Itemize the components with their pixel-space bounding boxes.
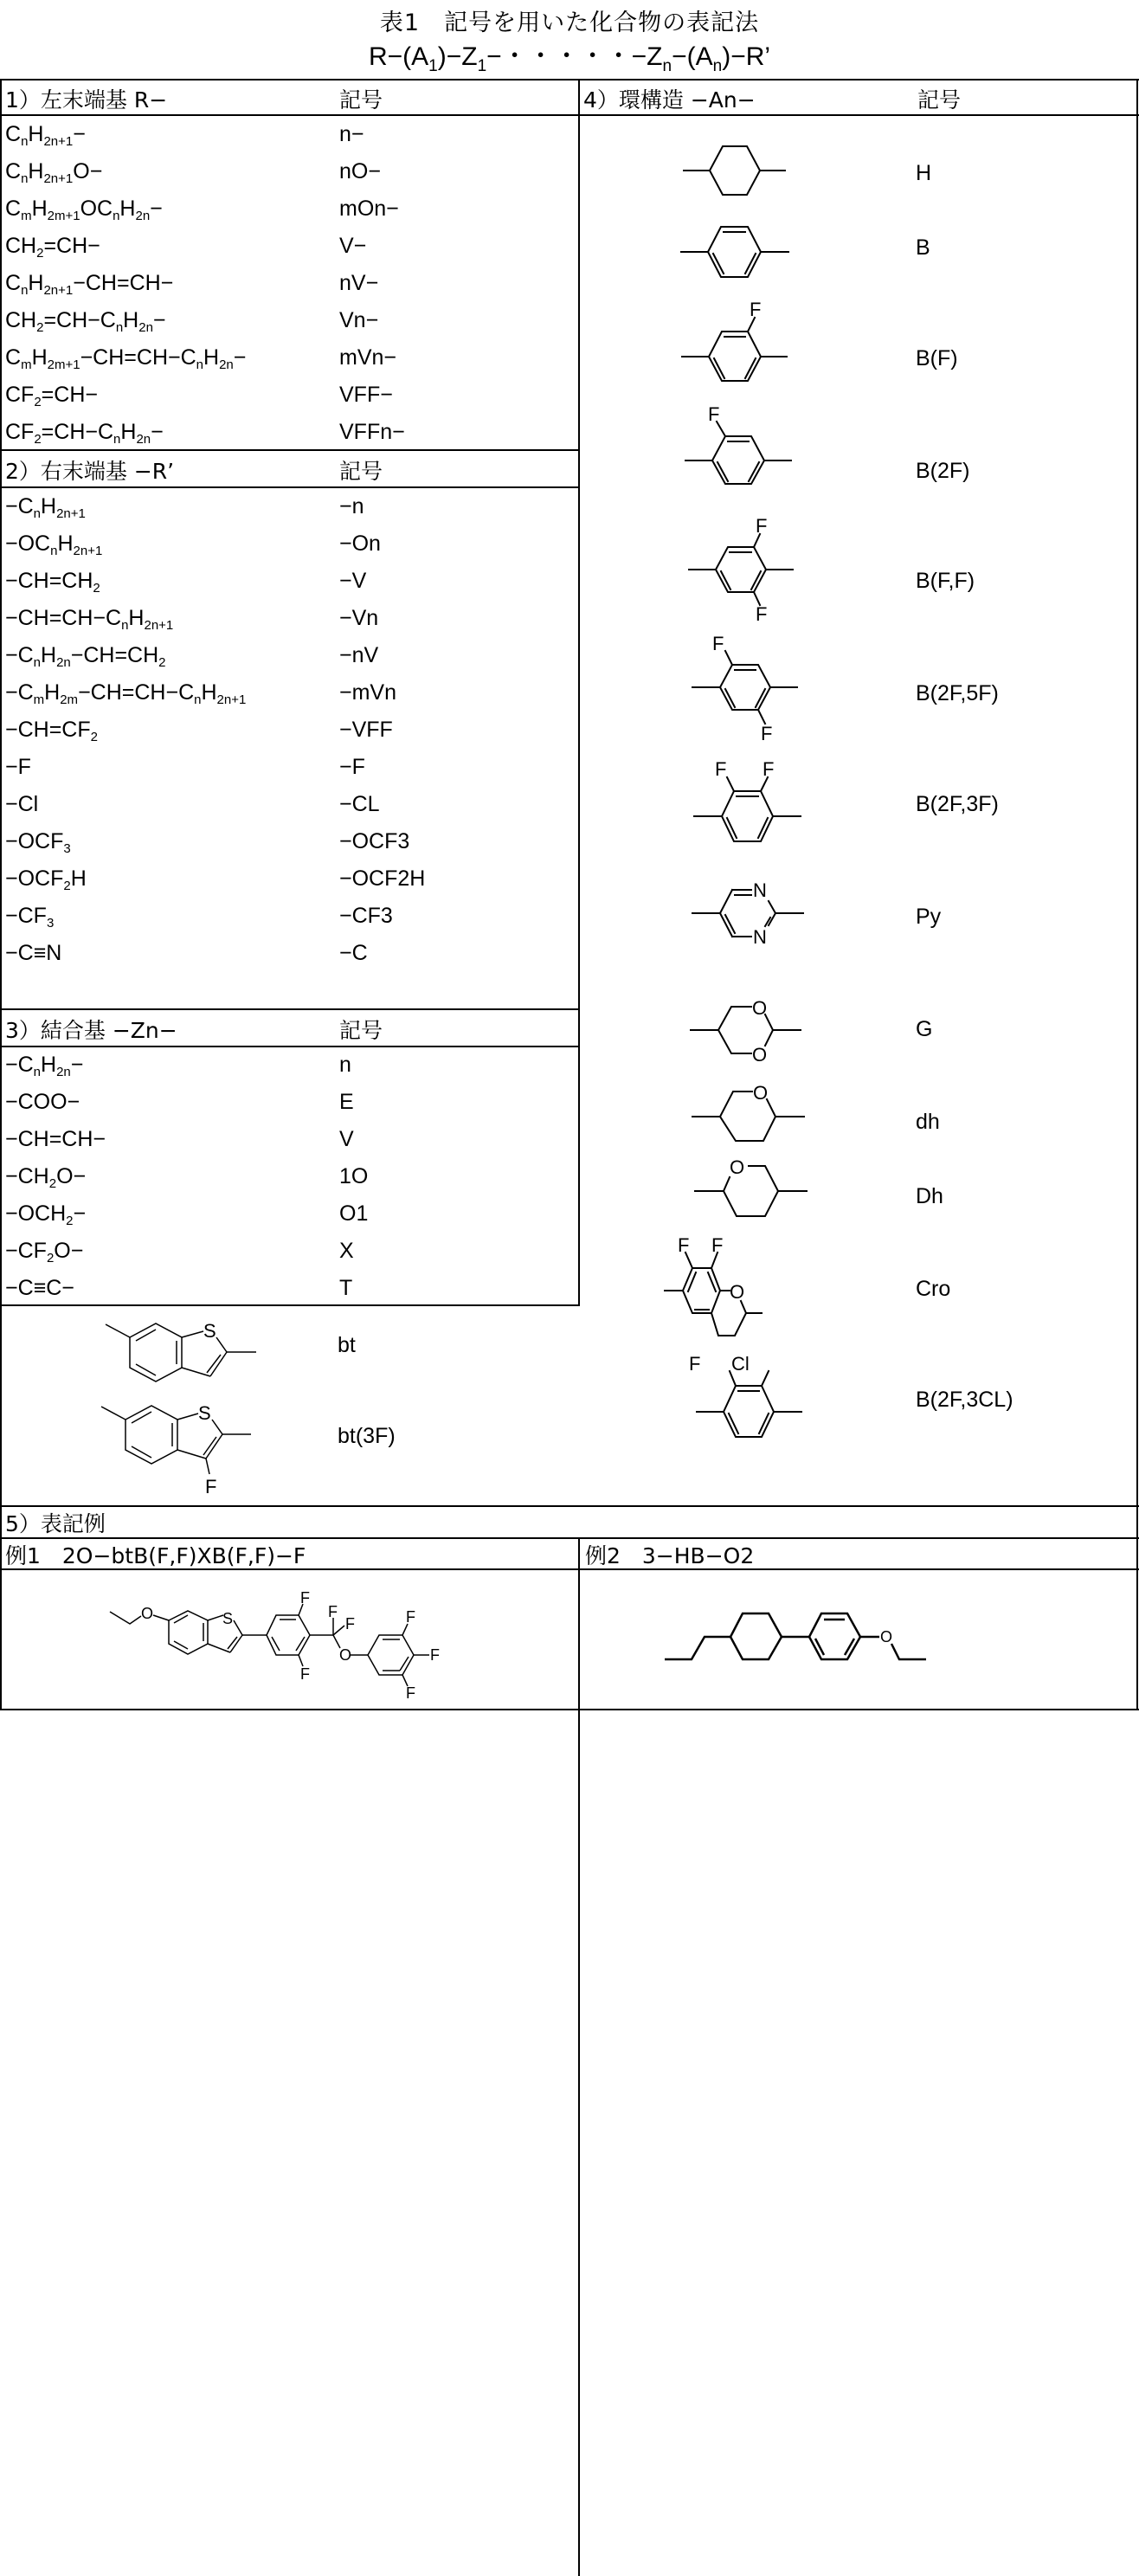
example-1-label: 例1 2O−btB(F,F)XB(F,F)−F <box>5 1543 306 1568</box>
atom-label-F: F <box>750 299 762 320</box>
symbol-cell: Vn− <box>339 308 379 332</box>
ring-symbol-Dh: Dh <box>916 1184 943 1208</box>
ring-symbol-dh: dh <box>916 1110 940 1134</box>
symbol-cell: −C <box>339 941 368 965</box>
ring-symbol-Py: Py <box>916 905 942 929</box>
ring-H-structure <box>684 146 785 195</box>
atom-label-F: F <box>763 758 775 780</box>
ring-dh-structure <box>692 1092 804 1141</box>
formula-cell: −C≡C− <box>5 1276 74 1300</box>
atom-label-F: F <box>712 633 724 654</box>
atom-label-O: O <box>730 1281 745 1303</box>
ring-symbol-Cro: Cro <box>916 1277 951 1301</box>
formula-cell: $-C_mH_{2m}-CH=CH-C_nH_{2n+1}$ <box>5 680 247 707</box>
symbol-cell: nO− <box>339 159 381 184</box>
example-1-structure <box>110 1604 429 1686</box>
formula-cell: −CH=CH− <box>5 1127 106 1151</box>
symbol-cell: mVn− <box>339 345 397 370</box>
symbol-column-header: 記号 <box>339 87 383 113</box>
symbol-cell: −V <box>339 569 367 593</box>
symbol-cell: E <box>339 1090 354 1114</box>
formula-cell: $-CH_2O-$ <box>5 1164 87 1191</box>
example-2-label: 例2 3−HB−O2 <box>585 1543 755 1568</box>
symbol-cell: T <box>339 1276 353 1300</box>
atom-label-F: F <box>406 1608 415 1626</box>
symbol-cell: nV− <box>339 271 379 295</box>
ring-symbol-H: H <box>916 161 932 185</box>
atom-label-F: F <box>715 758 727 780</box>
atom-label-O: O <box>141 1605 154 1622</box>
formula-cell: −COO− <box>5 1090 80 1114</box>
symbol-column-header: 記号 <box>339 1018 383 1043</box>
atom-label-N: N <box>753 879 767 901</box>
formula-cell: $CH_2=CH-$ <box>5 234 100 261</box>
formula-cell: −F <box>5 755 31 779</box>
symbol-cell: VFFn− <box>339 420 405 444</box>
ring-symbol-B-2F-5F: B(2F,5F) <box>916 681 999 705</box>
ring-Cro-structure <box>665 1253 762 1336</box>
general-formula: $R-(A_1)-Z_1-$・・・・・$-Z_n-(A_n)-R$’ <box>368 42 771 75</box>
atom-label-O: O <box>730 1156 745 1178</box>
symbol-cell: V− <box>339 234 367 258</box>
atom-label-F: F <box>300 1665 310 1683</box>
atom-label-F: F <box>756 515 768 537</box>
symbol-cell: −VFF <box>339 718 393 742</box>
ring-Py-structure <box>692 890 803 937</box>
formula-cell: $-OC_nH_{2n+1}$ <box>5 531 103 558</box>
formula-cell: $-C_nH_{2n+1}$ <box>5 494 86 521</box>
ring-B-F-F-structure <box>689 534 793 605</box>
formula-cell: $C_nH_{2n+1}-$ <box>5 122 86 149</box>
ring-B-2F-3F-structure <box>694 777 801 841</box>
formula-cell: $-C_nH_{2n}-CH=CH_2$ <box>5 643 166 670</box>
symbol-cell: X <box>339 1239 354 1263</box>
atom-label-F: F <box>708 403 720 425</box>
atom-label-F: F <box>205 1476 217 1497</box>
symbol-cell: VFF− <box>339 383 393 407</box>
section-notation-examples-header: 5）表記例 <box>5 1511 106 1536</box>
formula-cell: $CF_2=CH-$ <box>5 383 98 409</box>
atom-label-O: O <box>880 1628 893 1645</box>
formula-cell: $-OCH_2-$ <box>5 1201 87 1228</box>
formula-cell: $-OCF_3$ <box>5 829 71 856</box>
ring-B-F-structure <box>682 318 787 381</box>
ring-symbol-bt: bt <box>338 1333 356 1357</box>
symbol-cell: −CL <box>339 792 380 816</box>
formula-cell: $C_nH_{2n+1}O-$ <box>5 159 103 186</box>
symbol-cell: n <box>339 1053 351 1077</box>
ring-G-structure <box>691 1007 801 1053</box>
formula-cell: $-CF_3$ <box>5 904 55 931</box>
atom-label-O: O <box>753 1082 769 1104</box>
symbol-cell: −nV <box>339 643 379 667</box>
formula-cell: $-CH=CF_2$ <box>5 718 98 744</box>
formula-cell: $-CF_2O-$ <box>5 1239 84 1265</box>
atom-label-O: O <box>752 997 768 1019</box>
ring-bt-3F-structure <box>101 1406 251 1474</box>
atom-label-F: F <box>678 1234 690 1256</box>
symbol-cell: −mVn <box>339 680 397 705</box>
ring-symbol-bt-3F: bt(3F) <box>338 1424 396 1448</box>
table-title: 表1 記号を用いた化合物の表記法 <box>379 10 760 36</box>
ring-symbol-B-2F-3F: B(2F,3F) <box>916 792 999 816</box>
symbol-cell: 1O <box>339 1164 369 1188</box>
atom-label-F: F <box>345 1615 355 1633</box>
section-ring-structure-header: 4）環構造 −An− <box>583 87 756 113</box>
atom-label-F: F <box>300 1589 310 1607</box>
formula-cell: $CF_2=CH-C_nH_{2n}-$ <box>5 420 164 447</box>
ring-Dh-structure <box>695 1166 807 1216</box>
symbol-cell: O1 <box>339 1201 369 1226</box>
ring-B-structure <box>681 227 788 277</box>
formula-cell: −Cl <box>5 792 39 816</box>
symbol-column-header: 記号 <box>917 87 962 113</box>
atom-label-F: F <box>328 1603 338 1620</box>
atom-label-S: S <box>203 1320 216 1342</box>
formula-cell: $C_mH_{2m+1}OC_nH_{2n}-$ <box>5 196 163 223</box>
ring-symbol-B-2F-3CL: B(2F,3CL) <box>916 1388 1014 1412</box>
symbol-cell: −n <box>339 494 364 518</box>
formula-cell: $-C_nH_{2n}-$ <box>5 1053 84 1079</box>
ring-symbol-B: B <box>916 235 930 260</box>
symbol-cell: −CF3 <box>339 904 393 928</box>
atom-label-F: F <box>711 1234 724 1256</box>
ring-bt-structure <box>106 1323 256 1381</box>
atom-label-O: O <box>752 1044 768 1066</box>
ring-B-2F-3CL-structure <box>697 1371 801 1437</box>
atom-label-N: N <box>753 926 767 948</box>
atom-label-F: F <box>406 1684 415 1702</box>
symbol-cell: −F <box>339 755 365 779</box>
formula-cell: $-OCF_2H$ <box>5 866 87 893</box>
formula-cell: $C_mH_{2m+1}-CH=CH-C_nH_{2n}-$ <box>5 345 247 372</box>
atom-label-F: F <box>756 603 768 625</box>
atom-label-Cl: Cl <box>731 1353 750 1375</box>
symbol-cell: n− <box>339 122 364 146</box>
section-left-terminal-header: 1）左末端基 R− <box>5 87 168 113</box>
ring-symbol-B-F-F: B(F,F) <box>916 569 975 593</box>
symbol-column-header: 記号 <box>339 459 383 484</box>
symbol-cell: V <box>339 1127 354 1151</box>
ring-symbol-G: G <box>916 1017 933 1041</box>
atom-label-S: S <box>198 1402 211 1424</box>
formula-cell: $C_nH_{2n+1}-CH=CH-$ <box>5 271 174 298</box>
atom-label-F: F <box>689 1353 701 1375</box>
ring-symbol-B-2F: B(2F) <box>916 459 970 483</box>
ring-B-2F-structure <box>685 422 791 484</box>
formula-cell: $-CH=CH_2$ <box>5 569 100 596</box>
formula-cell: $-CH=CH-C_nH_{2n+1}$ <box>5 606 174 633</box>
symbol-cell: −OCF3 <box>339 829 410 853</box>
section-linking-group-header: 3）結合基 −Zn− <box>5 1018 177 1043</box>
section-right-terminal-header: 2）右末端基 −R’ <box>5 459 175 484</box>
symbol-cell: −OCF2H <box>339 866 426 891</box>
ring-symbol-B-F: B(F) <box>916 346 958 370</box>
atom-label-F: F <box>430 1646 440 1664</box>
atom-label-S: S <box>222 1610 234 1627</box>
ring-B-2F-5F-structure <box>692 651 797 724</box>
formula-cell: $CH_2=CH-C_nH_{2n}-$ <box>5 308 166 335</box>
atom-label-F: F <box>761 723 773 744</box>
formula-cell: −C≡N <box>5 941 62 965</box>
atom-label-O: O <box>339 1646 352 1664</box>
symbol-cell: −On <box>339 531 381 556</box>
symbol-cell: mOn− <box>339 196 399 221</box>
symbol-cell: −Vn <box>339 606 379 630</box>
